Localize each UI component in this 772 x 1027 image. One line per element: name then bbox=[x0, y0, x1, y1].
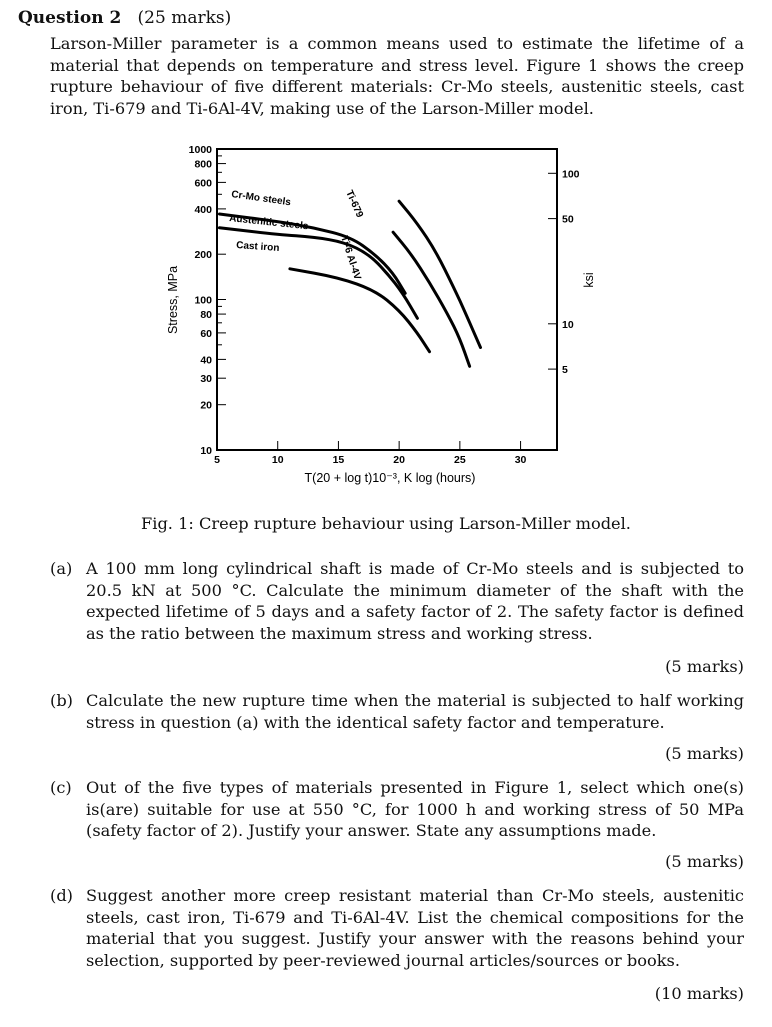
part-b-label: (b) bbox=[50, 691, 73, 710]
x-tick-label: 5 bbox=[214, 454, 220, 466]
y-tick-label-right: 100 bbox=[562, 168, 580, 181]
part-a-label: (a) bbox=[50, 559, 73, 578]
part-d bbox=[50, 885, 744, 971]
y-tick-label-left: 200 bbox=[194, 249, 212, 262]
label-cr-mo-steels: Cr-Mo steels bbox=[230, 189, 292, 209]
part-a-marks: (5 marks) bbox=[665, 657, 744, 676]
y-tick-label-left: 10 bbox=[200, 445, 212, 457]
x-tick-label: 30 bbox=[514, 454, 527, 466]
part-c-text: Out of the five types of materials presented in Figure 1, select which one(s) is(are) suitable for use at 550 °C, for 1000 h and working stress of 50 MPa (safety factor of 2). Justify your answer. State any assumptions made. bbox=[86, 778, 744, 841]
x-axis bbox=[214, 441, 526, 466]
part-d-text: Suggest another more creep resistant material than Cr-Mo steels, austenitic steels, cast iron, Ti-679 and Ti-6Al-4V. List the chemical compositions for the material that you suggest. Justify your answer with the reasons behind your selection, supported by peer-reviewed journal articles/sources or books. bbox=[86, 886, 744, 970]
y-axis-right bbox=[548, 168, 580, 376]
creep-rupture-chart bbox=[160, 140, 610, 490]
question-intro: Larson-Miller parameter is a common means used to estimate the lifetime of a material that depends on temperature and stress level. Figure 1 shows the creep rupture behaviour of five different materials: Cr-Mo steels, austenitic steels, cast iron, Ti-679 and Ti-6Al-4V, making use of the Larson-Miller model. bbox=[50, 34, 744, 118]
x-axis-label: T(20 + log t)10⁻³, K log (hours) bbox=[304, 471, 476, 485]
label-ti-679: Ti-679 bbox=[343, 188, 365, 220]
y-tick-label-left: 20 bbox=[200, 399, 212, 412]
question-title: Question 2 bbox=[18, 8, 122, 28]
label-austenitic-steels: Austenitic steels bbox=[228, 213, 309, 233]
part-c-label: (c) bbox=[50, 778, 72, 797]
part-b-text: Calculate the new rupture time when the material is subjected to half working stress in question (a) with the identical safety factor and temperature. bbox=[86, 691, 744, 732]
x-tick-label: 20 bbox=[393, 454, 405, 466]
y-tick-label-left: 40 bbox=[200, 354, 212, 367]
y-tick-label-left: 80 bbox=[200, 309, 212, 322]
y-tick-label-left: 100 bbox=[194, 294, 212, 307]
part-d-marks: (10 marks) bbox=[654, 984, 744, 1003]
part-d-label: (d) bbox=[50, 886, 73, 905]
y-axis-left bbox=[189, 144, 226, 457]
part-b-marks: (5 marks) bbox=[665, 744, 744, 763]
part-a-text: A 100 mm long cylindrical shaft is made of Cr-Mo steels and is subjected to 20.5 kN at 500 °C. Calculate the minimum diameter of the shaft with the expected lifetime of 5 days and a safety factor of 2. The safety factor is defined as the ratio between the maximum stress and working stress. bbox=[86, 559, 744, 643]
part-b bbox=[50, 690, 744, 733]
part-c bbox=[50, 777, 744, 842]
y-tick-label-left: 400 bbox=[194, 203, 212, 216]
figure-1 bbox=[160, 140, 610, 490]
question-heading bbox=[18, 8, 231, 28]
y-tick-label-right: 5 bbox=[562, 364, 568, 377]
y-tick-label-left: 1000 bbox=[188, 144, 212, 156]
part-c-marks: (5 marks) bbox=[665, 852, 744, 871]
y-axis-label-right: ksi bbox=[582, 272, 596, 288]
figure-caption: Fig. 1: Creep rupture behaviour using Larson-Miller model. bbox=[141, 514, 631, 533]
y-tick-label-right: 50 bbox=[562, 213, 574, 226]
x-tick-label: 10 bbox=[271, 454, 284, 466]
x-tick-label: 25 bbox=[454, 454, 466, 466]
x-tick-label: 15 bbox=[332, 454, 345, 466]
y-tick-label-left: 600 bbox=[194, 177, 212, 190]
label-ti-6al-4v: Ti-6 Al-4V bbox=[338, 234, 363, 282]
question-marks: (25 marks) bbox=[137, 8, 232, 28]
series-line-cast-iron bbox=[290, 269, 430, 352]
y-tick-label-right: 10 bbox=[562, 318, 574, 331]
y-tick-label-left: 800 bbox=[194, 158, 212, 171]
y-tick-label-left: 60 bbox=[200, 327, 212, 340]
y-tick-label-left: 30 bbox=[200, 373, 212, 386]
label-cast-iron: Cast iron bbox=[235, 240, 280, 255]
y-axis-label-left: Stress, MPa bbox=[166, 265, 180, 335]
part-a bbox=[50, 558, 744, 644]
